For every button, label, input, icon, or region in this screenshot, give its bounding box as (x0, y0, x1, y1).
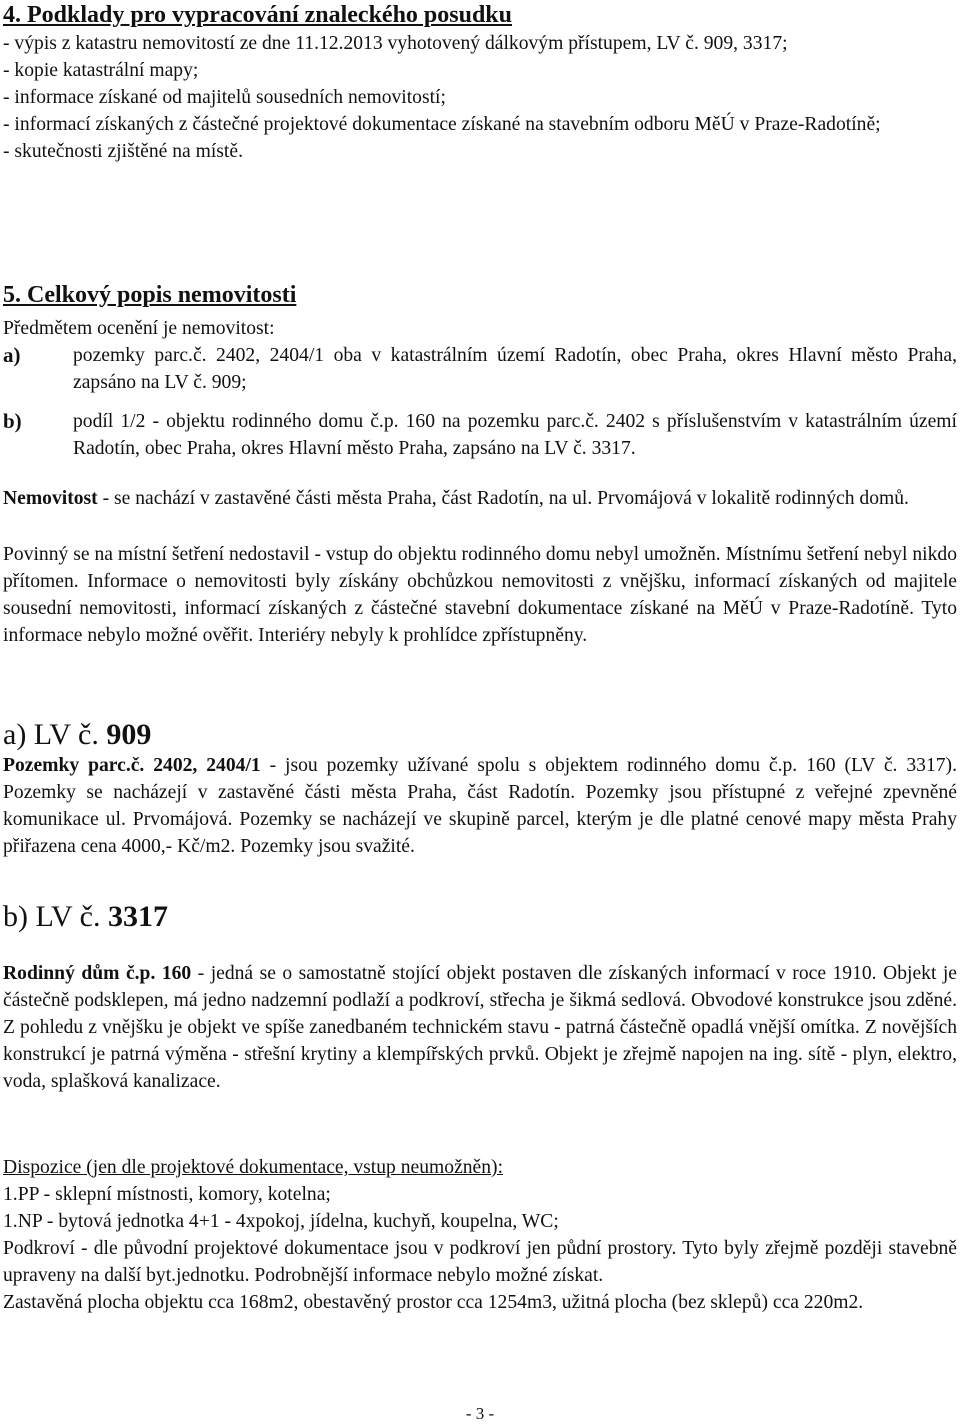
lv-3317-heading-prefix: b) LV č. (3, 900, 108, 933)
source-item-neighbours: - informace získané od majitelů sousedních nemovitostí; (3, 87, 446, 108)
lv-909-paragraph (3, 752, 957, 860)
disposition-heading: Dispozice (jen dle projektové dokumentace, vstup neumožněn): (3, 1157, 504, 1178)
item-a-text: pozemky parc.č. 2402, 2404/1 oba v katastrálním území Radotín, obec Praha, okres Hlavní město Praha, zapsáno na LV č. 909; (73, 345, 957, 393)
lv-3317-heading-number: 3317 (108, 900, 168, 933)
section-5-heading: 5. Celkový popis nemovitosti (3, 282, 297, 308)
lv-909-heading-prefix: a) LV č. (3, 718, 107, 751)
location-text: - se nachází v zastavěné části města Praha, část Radotín, na ul. Prvomájová v lokalitě rodinných domů. (97, 488, 909, 509)
lv-909-text: - jsou pozemky užívané spolu s objektem rodinného domu č.p. 160 (LV č. 3317). Pozemky se nacházejí v zastavěné části města Praha, část Radotín. Pozemky jsou přístupné z veřejné zpevněné komunikace ul. Prvomájová. Pozemky se nacházejí ve skupině parcel, kterým je dle platné cenové mapy města Prahy přiřazena cena 4000,- Kč/m2. Pozemky jsou svažité. (3, 755, 957, 857)
lv-3317-text: - jedná se o samostatně stojící objekt postaven dle získaných informací v roce 1910. Objekt je částečně podsklepen, má jedno nadzemní podlaží a podkroví, střecha je šikmá sedlová. Obvodové konstrukce jsou zděné. Z pohledu z vnějšku je objekt ve spíše zanedbaném technickém stavu - patrná částečně opadlá vnější omítka. Z novějších konstrukcí je patrná výměna - střešní krytiny a klempířských prvků. Objekt je zřejmě napojen na ing. sítě - plyn, elektro, voda, splašková kanalizace. (3, 963, 957, 1092)
page-number: - 3 - (465, 1404, 495, 1423)
source-item-map: - kopie katastrální mapy; (3, 60, 199, 81)
lv-3317-heading (3, 898, 168, 936)
subject-intro: Předmětem ocenění je nemovitost: (3, 318, 275, 339)
sources-list (3, 30, 957, 165)
location-lead: Nemovitost (3, 488, 98, 509)
disposition-areas: Zastavěná plocha objektu cca 168m2, obestavěný prostor cca 1254m3, užitná plocha (bez sklepů) cca 220m2. (3, 1292, 864, 1313)
lv-909-lead: Pozemky parc.č. 2402, 2404/1 (3, 755, 261, 776)
location-paragraph (3, 485, 957, 512)
item-a-label: a) (3, 343, 21, 367)
disposition-pp: 1.PP - sklepní místnosti, komory, kotelna; (3, 1184, 331, 1205)
disposition-attic: Podkroví - dle původní projektové dokumentace jsou v podkroví jen půdní prostory. Tyto byly zřejmě později stavebně upraveny na další byt.jednotku. Podrobnější informace nebylo možné získat. (3, 1238, 957, 1286)
item-b-label: b) (3, 409, 22, 433)
subject-item-b (3, 408, 957, 462)
subject-item-a (3, 342, 957, 396)
lv-909-heading-number: 909 (106, 718, 152, 751)
inspection-paragraph: Povinný se na místní šetření nedostavil - vstup do objektu rodinného domu nebyl umožněn. Místnímu šetření nebyl nikdo přítomen. Informace o nemovitosti byly získány obchůzkou nemovitosti z vnějšku, informací získaných od majitele sousední nemovitosti, informací získaných z částečné stavební dokumentace získané na MěÚ v Praze-Radotíně. Tyto informace nebylo možné ověřit. Interiéry nebyly k prohlídce zpřístupněny. (3, 544, 957, 646)
disposition-section (3, 1154, 957, 1316)
section-4-heading: 4. Podklady pro vypracování znaleckého posudku (3, 2, 513, 28)
lv-3317-paragraph (3, 960, 957, 1095)
item-b-text: podíl 1/2 - objektu rodinného domu č.p. 160 na pozemku parc.č. 2402 s příslušenstvím v katastrálním území Radotín, obec Praha, okres Hlavní město Praha, zapsáno na LV č. 3317. (73, 411, 957, 459)
source-item-cadastre: - výpis z katastru nemovitostí ze dne 11.12.2013 vyhotovený dálkovým přístupem, LV č. 909, 3317; (3, 33, 788, 54)
lv-909-heading (3, 716, 151, 754)
lv-3317-lead: Rodinný dům č.p. 160 (3, 963, 192, 984)
source-item-project-docs: - informací získaných z částečné projektové dokumentace získané na stavebním odboru MěÚ v Praze-Radotíně; (3, 114, 881, 135)
source-item-on-site: - skutečnosti zjištěné na místě. (3, 141, 243, 162)
disposition-np: 1.NP - bytová jednotka 4+1 - 4xpokoj, jídelna, kuchyň, koupelna, WC; (3, 1211, 559, 1232)
